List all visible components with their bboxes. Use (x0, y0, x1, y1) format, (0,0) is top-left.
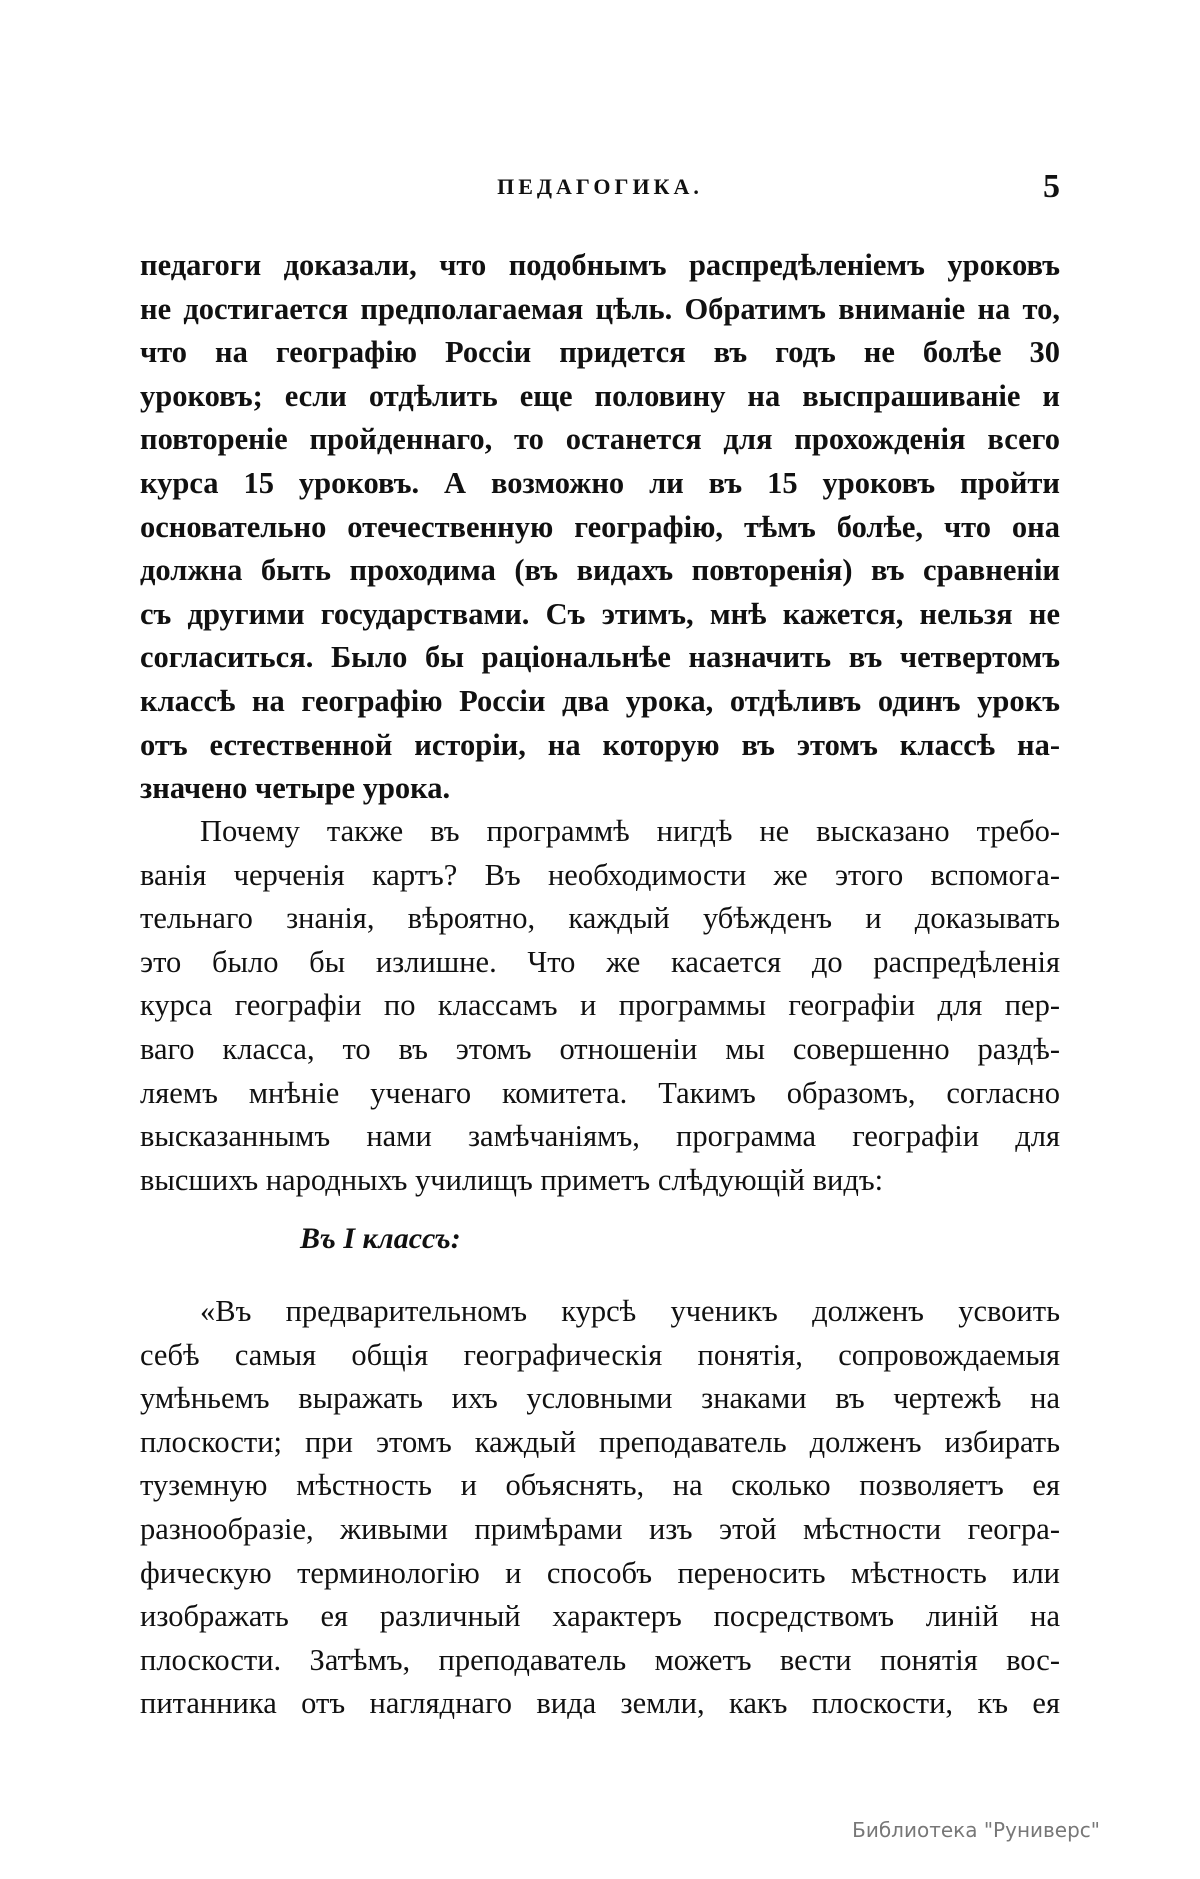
text-line: основательно отечественную географію, тѣмъ болѣе, что она (140, 509, 1060, 544)
text-line: себѣ самыя общія географическія понятія, сопровождаемыя (140, 1337, 1060, 1372)
text-line: фическую терминологію и способъ переносить мѣстность или (140, 1555, 1060, 1590)
text-line: плоскости; при этомъ каждый преподаватель долженъ избирать (140, 1424, 1060, 1459)
text-line: курса 15 уроковъ. А возможно ли въ 15 уроковъ пройти (140, 465, 1060, 500)
text-line: «Въ предварительномъ курсѣ ученикъ долженъ усвоить (200, 1294, 1060, 1328)
page-number: 5 (1043, 168, 1060, 205)
text-line: ваго класса, то въ этомъ отношеніи мы совершенно раздѣ- (140, 1031, 1060, 1066)
text-line: изображать ея различный характеръ посредствомъ линій на (140, 1599, 1060, 1634)
text-line: высказаннымъ нами замѣчаніямъ, программа географіи для (140, 1119, 1060, 1154)
text-line: согласиться. Было бы раціональнѣе назначить въ четвертомъ (140, 640, 1060, 675)
text-line: должна быть проходима (въ видахъ повторенія) въ сравненіи (140, 553, 1060, 588)
text-line: ляемъ мнѣніе ученаго комитета. Такимъ образомъ, согласно (140, 1075, 1060, 1110)
text-line: тельнаго знанія, вѣроятно, каждый убѣжденъ и доказывать (140, 901, 1060, 936)
text-line: умѣньемъ выражать ихъ условными знаками въ чертежѣ на (140, 1381, 1060, 1416)
text-line: что на географію Россіи придется въ годъ не болѣе 30 (140, 335, 1060, 370)
text-line: не достигается предполагаемая цѣль. Обратимъ вниманіе на то, (140, 291, 1060, 326)
text-line: ванія черченія картъ? Въ необходимости же этого вспомога- (140, 857, 1060, 892)
text-line: отъ естественной исторіи, на которую въ этомъ классѣ на- (140, 727, 1060, 762)
text-line: высшихъ народныхъ училищъ приметъ слѣдующій видъ: (140, 1162, 884, 1197)
library-watermark: Библиотека "Руниверс" (852, 1818, 1100, 1842)
section-heading: Въ I классъ: (300, 1222, 461, 1255)
text-line: съ другими государствами. Съ этимъ, мнѣ кажется, нельзя не (140, 596, 1060, 631)
paragraph-2 (140, 810, 1060, 1202)
text-line: классѣ на географію Россіи два урока, отдѣливъ одинъ урокъ (140, 683, 1060, 718)
text-line: это было бы излишне. Что же касается до распредѣленія (140, 944, 1060, 979)
text-line: разнообразіе, живыми примѣрами изъ этой мѣстности геогра- (140, 1511, 1060, 1546)
text-line: плоскости. Затѣмъ, преподаватель можетъ вести понятія вос- (140, 1642, 1060, 1677)
text-line: туземную мѣстность и объяснять, на сколько позволяетъ ея (140, 1468, 1060, 1503)
text-line: повтореніе пройденнаго, то останется для прохожденія всего (140, 422, 1060, 457)
running-title: ПЕДАГОГИКА. (497, 174, 703, 199)
text-line: питанника отъ нагляднаго вида земли, какъ плоскости, къ ея (140, 1686, 1060, 1721)
paragraph-3 (140, 1290, 1060, 1726)
text-line: педагоги доказали, что подобнымъ распредѣленіемъ уроковъ (140, 248, 1060, 282)
text-line: курса географіи по классамъ и программы географіи для пер- (140, 988, 1060, 1023)
running-head (140, 168, 1060, 208)
text-line: уроковъ; если отдѣлить еще половину на выспрашиваніе и (140, 378, 1060, 413)
text-line: Почему также въ программѣ нигдѣ не высказано требо- (200, 814, 1060, 848)
text-line: значено четыре урока. (140, 771, 451, 806)
paragraph-1 (140, 244, 1060, 811)
